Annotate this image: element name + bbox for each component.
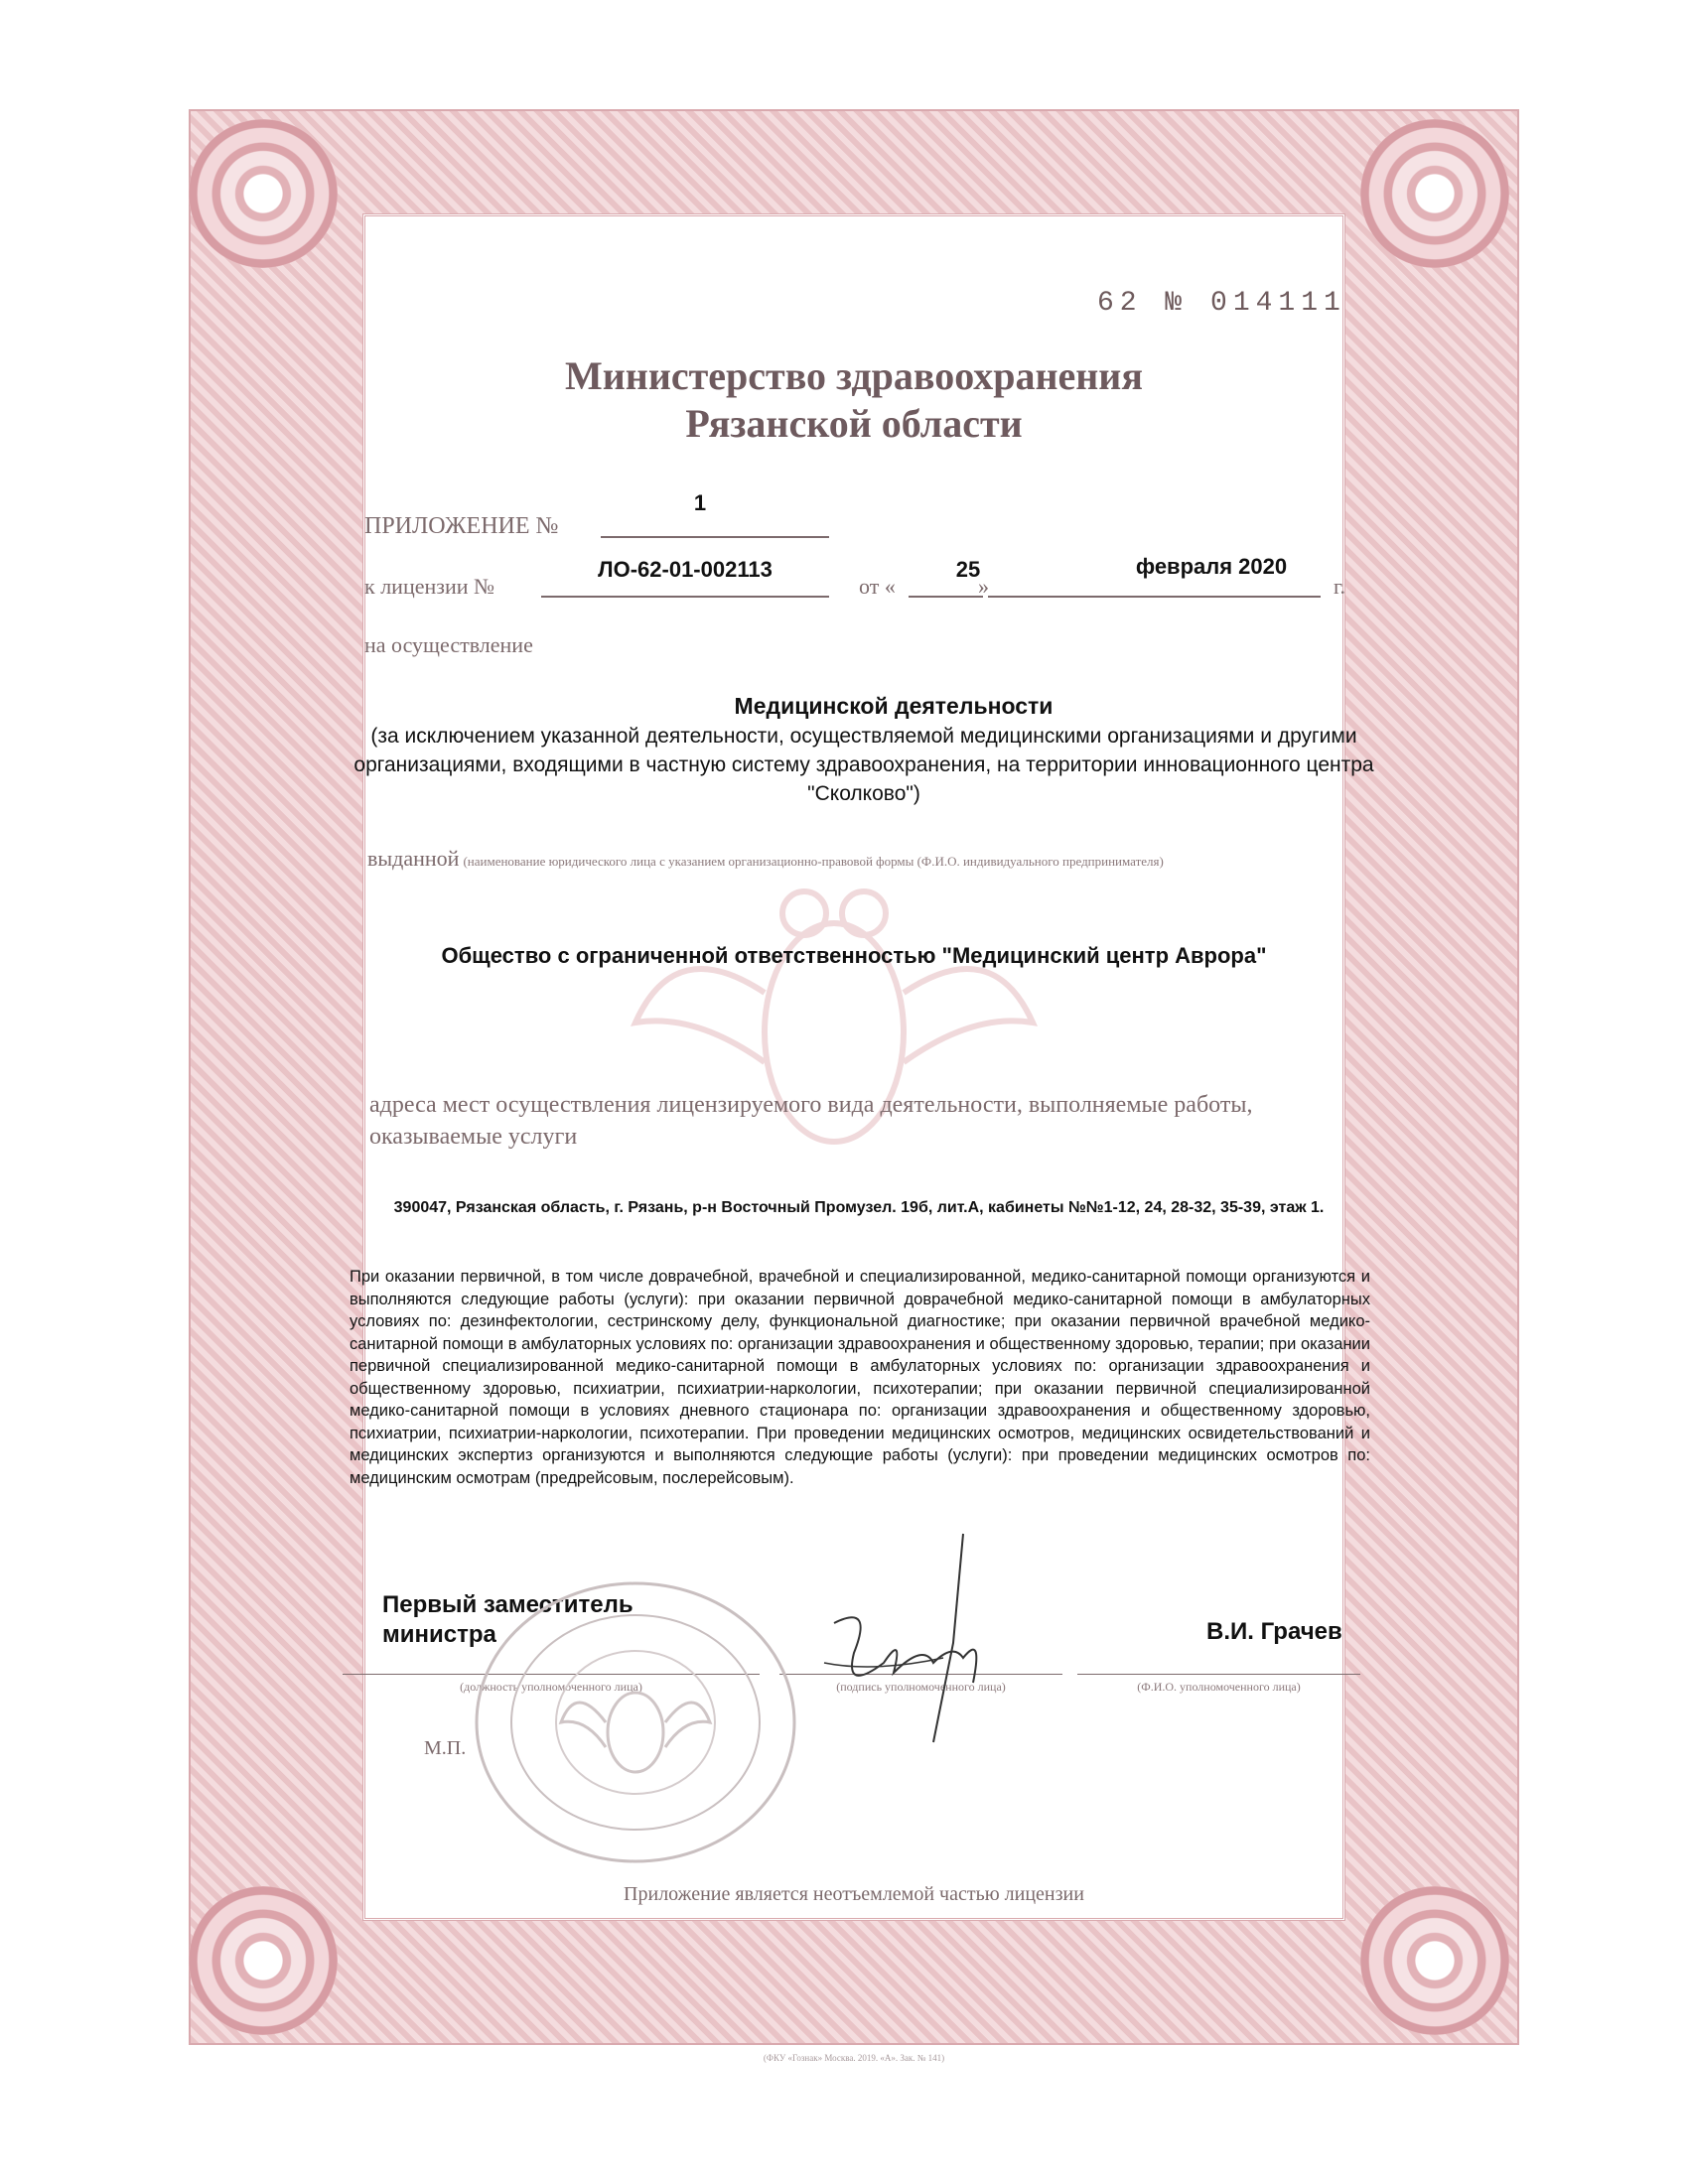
position-caption: (должность уполномоченного лица)	[460, 1680, 642, 1694]
signatory-position-line-2: министра	[382, 1621, 496, 1648]
printer-imprint: (ФКУ «Гознак» Москва. 2019. «А». Зак. № 141)	[763, 2053, 945, 2063]
corner-rosette-bottom-right	[1360, 1886, 1509, 2035]
services-list: При оказании первичной, в том числе доврачебной, врачебной и специализированной, медико-санитарной помощи организуются и выполняются следующие работы (услуги): при оказании первичной доврачебной медико-санитарной помощи в амбулаторных условиях по: дезинфектологии, сестринскому делу, функциональной диагностике; при оказании первичной врачебной медико-санитарной помощи в амбулаторных условиях по: организации здравоохранения и общественному здоровью, терапии; при оказании первичной специализированной медико-санитарной помощи в амбулаторных условиях по: организации здравоохранения и общественному здоровью, психиатрии, психиатрии-наркологии, психотерапии; при оказании первичной специализированной медико-санитарной помощи в условиях дневного стационара по: организации здравоохранения и общественному здоровью, психиатрии, психиатрии-наркологии, психотерапии. При проведении медицинских осмотров, медицинских освидетельствований и медицинских экспертиз организуются и выполняются следующие работы (услуги): при проведении медицинских осмотров по: медицинским осмотрам (предрейсовым, послерейсовым).	[350, 1268, 1370, 1487]
name-caption: (Ф.И.О. уполномоченного лица)	[1137, 1680, 1301, 1694]
corner-rosette-bottom-left	[189, 1886, 338, 2035]
appendix-label: ПРИЛОЖЕНИЕ №	[364, 513, 559, 539]
license-month-year: февраля 2020	[1135, 554, 1288, 579]
appendix-number-line	[601, 536, 829, 538]
form-serial-number: 62 № 014111	[1097, 288, 1346, 319]
appendix-note: Приложение является неотъемлемой частью лицензии	[624, 1883, 1084, 1905]
official-seal-stamp	[467, 1573, 804, 1871]
license-day: 25	[955, 557, 981, 582]
activity-note: (за исключением указанной деятельности, осуществляемой медицинскими организациями и другими организациями, входящими в частную систему здравоохранения, на территории инновационного центра "Сколково")	[353, 725, 1374, 805]
license-day-line	[909, 596, 983, 598]
ministry-line-1: Министерство здравоохранения	[565, 353, 1143, 398]
appendix-number: 1	[693, 490, 707, 515]
issuing-authority	[437, 352, 1271, 448]
license-number-line	[541, 596, 829, 598]
license-month-line	[988, 596, 1321, 598]
signatory-name: В.И. Грачев	[1206, 1618, 1342, 1645]
signatory-position-line-1: Первый заместитель	[382, 1591, 633, 1618]
license-date-from-label: от «	[859, 574, 896, 599]
license-number: ЛО-62-01-002113	[598, 557, 773, 582]
license-label: к лицензии №	[364, 574, 494, 599]
stamp-place-label: М.П.	[424, 1737, 467, 1759]
signature-caption: (подпись уполномоченного лица)	[836, 1680, 1006, 1694]
ministry-line-2: Рязанской области	[685, 401, 1023, 446]
corner-rosette-top-left	[189, 119, 338, 268]
activity-title: Медицинской деятельности	[734, 693, 1054, 719]
issued-label: выданной	[367, 846, 460, 871]
address-label: адреса мест осуществления лицензируемого вида деятельности, выполняемые работы, оказываемые услуги	[369, 1092, 1253, 1150]
license-date-close: »	[978, 574, 989, 599]
name-line	[1077, 1674, 1360, 1675]
licensed-address: 390047, Рязанская область, г. Рязань, р-н Восточный Промузел. 19б, лит.А, кабинеты №№1-12, 24, 28-32, 35-39, этаж 1.	[393, 1199, 1325, 1216]
license-year-suffix: г.	[1334, 574, 1346, 599]
issued-block	[367, 846, 1350, 872]
purpose-label: на осуществление	[364, 632, 533, 657]
issued-hint: (наименование юридического лица с указанием организационно-правовой формы (Ф.И.О. индивидуального предпринимателя)	[463, 854, 1164, 869]
licensee-organization: Общество с ограниченной ответственностью "Медицинский центр Аврора"	[441, 943, 1267, 968]
handwritten-signature	[814, 1524, 1013, 1752]
corner-rosette-top-right	[1360, 119, 1509, 268]
